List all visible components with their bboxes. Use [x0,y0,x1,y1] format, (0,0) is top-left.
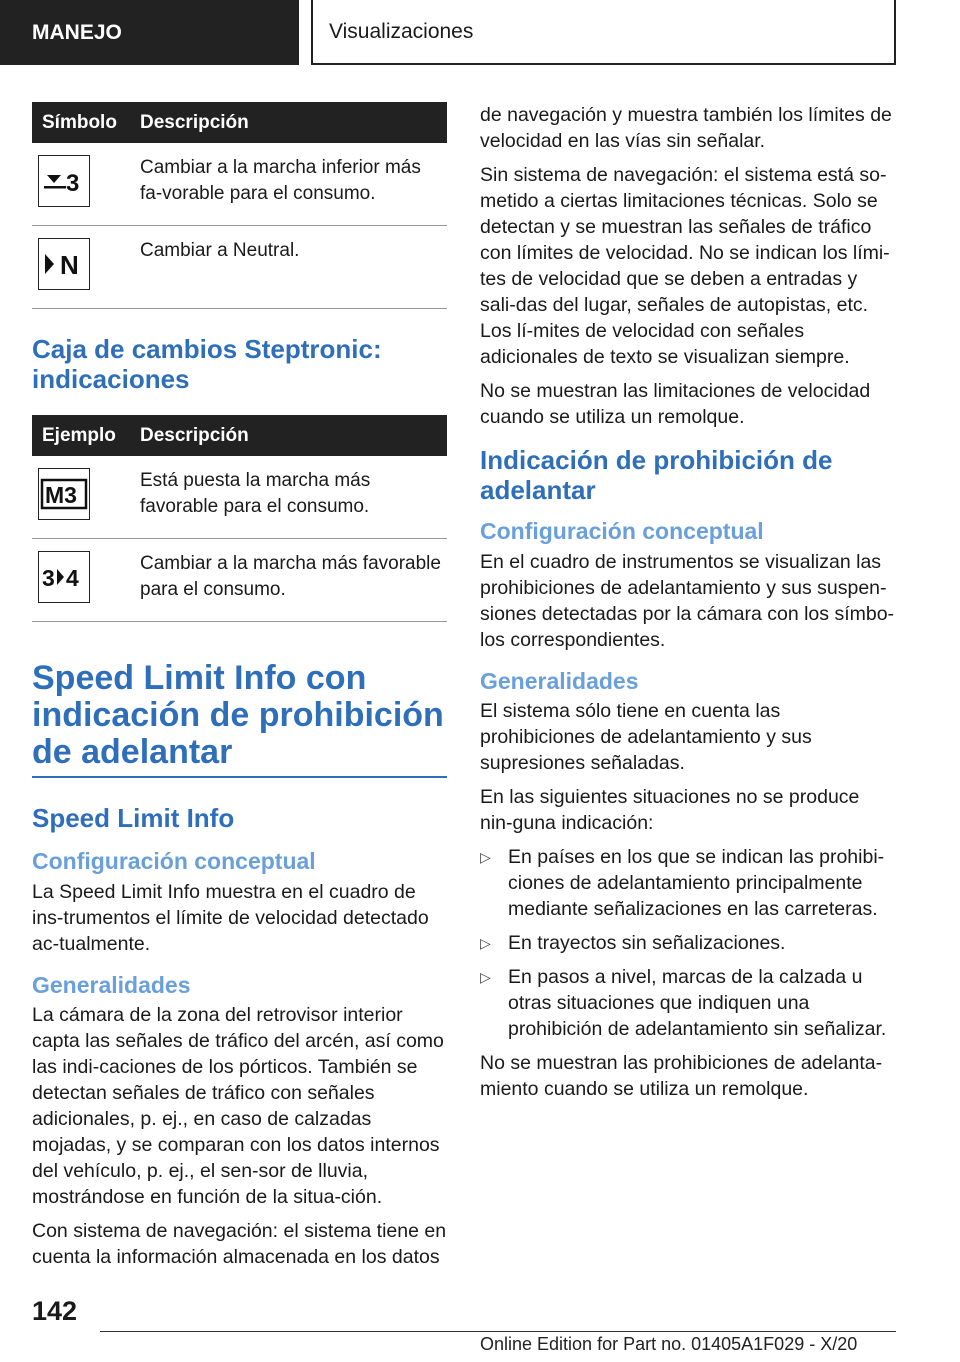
heading-config-1: Configuración conceptual [32,847,316,874]
list-item: ▷ En países en los que se indican las prohibi-ciones de adelantamiento principalmente mediante señalizaciones en las carreteras. [480,846,885,920]
heading-config-2: Configuración conceptual [480,518,764,544]
svg-text:4: 4 [66,565,79,591]
triangle-bullet-icon: ▷ [480,849,491,865]
m3-icon [38,468,90,520]
paragraph: En las siguientes situaciones no se produce nin-guna indicación: [480,786,860,834]
section-label: MANEJO [32,20,122,44]
downshift-3-icon [38,155,90,207]
paragraph: No se muestran las prohibiciones de adelanta-miento cuando se utiliza un remolque. [480,1052,883,1100]
table-row [32,456,447,539]
chapter-tab [311,0,896,65]
table-header-description: Descripción [140,415,447,456]
example-table [32,415,447,622]
left-column [32,102,447,1270]
row-description: Cambiar a Neutral. [140,226,447,309]
svg-text:N: N [60,250,79,280]
right-column [480,102,896,1102]
row-description: Cambiar a la marcha más favorable para el consumo. [140,539,447,622]
svg-text:3: 3 [66,170,80,197]
paragraph: Con sistema de navegación: el sistema tiene en cuenta la información almacenada en los datos [32,1219,447,1268]
row-description: Cambiar a la marcha inferior más fa-vorable para el consumo. [140,143,447,226]
heading-general-1: Generalidades [32,971,191,998]
svg-text:M3: M3 [45,482,77,508]
chapter-label: Visualizaciones [329,19,474,43]
footer-text: Online Edition for Part no. 01405A1F029 - X/20 [480,1334,858,1354]
list-item: ▷ En trayectos sin señalizaciones. [480,932,786,954]
heading-steptronic: Caja de cambios Steptronic: indicaciones [32,334,382,394]
svg-text:3: 3 [42,565,55,591]
heading-speed-limit-info: Speed Limit Info [32,802,235,833]
paragraph: En el cuadro de instrumentos se visualizan las prohibiciones de adelantamiento y sus suspen-siones detectadas por la cámara con los símbo-los correspondientes. [480,551,895,651]
table-row [32,539,447,622]
main-title: Speed Limit Info con indicación de prohibición de adelantar [32,659,444,771]
heading-general-2: Generalidades [480,668,639,694]
row-description: Está puesta la marcha más favorable para el consumo. [140,456,447,539]
table-header-description: Descripción [140,102,447,143]
list-item: ▷ En pasos a nivel, marcas de la calzada u otras situaciones que indiquen una prohibición de adelantamiento sin señalizar. [480,966,887,1040]
table-header-symbol: Símbolo [32,102,140,143]
paragraph: Sin sistema de navegación: el sistema está so-metido a ciertas limitaciones técnicas. Solo se detectan y se muestran las señales de tráfico con límites de velocidad. No se indican los lími-tes de velocidad que se deben a entradas y sali-das del lugar, señales de autopistas, etc. Los lí-mites de velocidad con señales adicionales de texto se visualizan siempre. [480,164,890,368]
paragraph: La Speed Limit Info muestra en el cuadro de ins-trumentos el límite de velocidad detectado ac-tualmente. [32,880,429,955]
paragraph: de navegación y muestra también los límites de velocidad en las vías sin señalar. [480,104,892,152]
conditions-list [480,844,896,1042]
heading-no-overtaking: Indicación de prohibición de adelantar [480,445,833,505]
footer-divider [100,1331,896,1332]
triangle-bullet-icon: ▷ [480,969,491,985]
shift-3-to-4-icon [38,551,90,603]
table-row [32,143,447,226]
table-row [32,226,447,309]
section-tab [0,0,299,65]
page-number: 142 [32,1296,78,1326]
triangle-bullet-icon: ▷ [480,935,491,951]
paragraph: La cámara de la zona del retrovisor interior capta las señales de tráfico del arcén, así como las indi-caciones de los pórticos. También se detectan señales de tráfico con señales adicionales, p. ej., en caso de calzadas mojadas, y se comparan con los datos internos del vehículo, p. ej., el sen-sor de lluvia, mostrándose en función de la situa-ción. [32,1003,444,1208]
paragraph: El sistema sólo tiene en cuenta las prohibiciones de adelantamiento y sus supresiones señaladas. [480,700,812,774]
title-divider [32,776,447,778]
symbol-table [32,102,447,309]
paragraph: No se muestran las limitaciones de velocidad cuando se utiliza un remolque. [480,380,871,428]
table-header-example: Ejemplo [32,415,140,456]
shift-neutral-icon [38,238,90,290]
